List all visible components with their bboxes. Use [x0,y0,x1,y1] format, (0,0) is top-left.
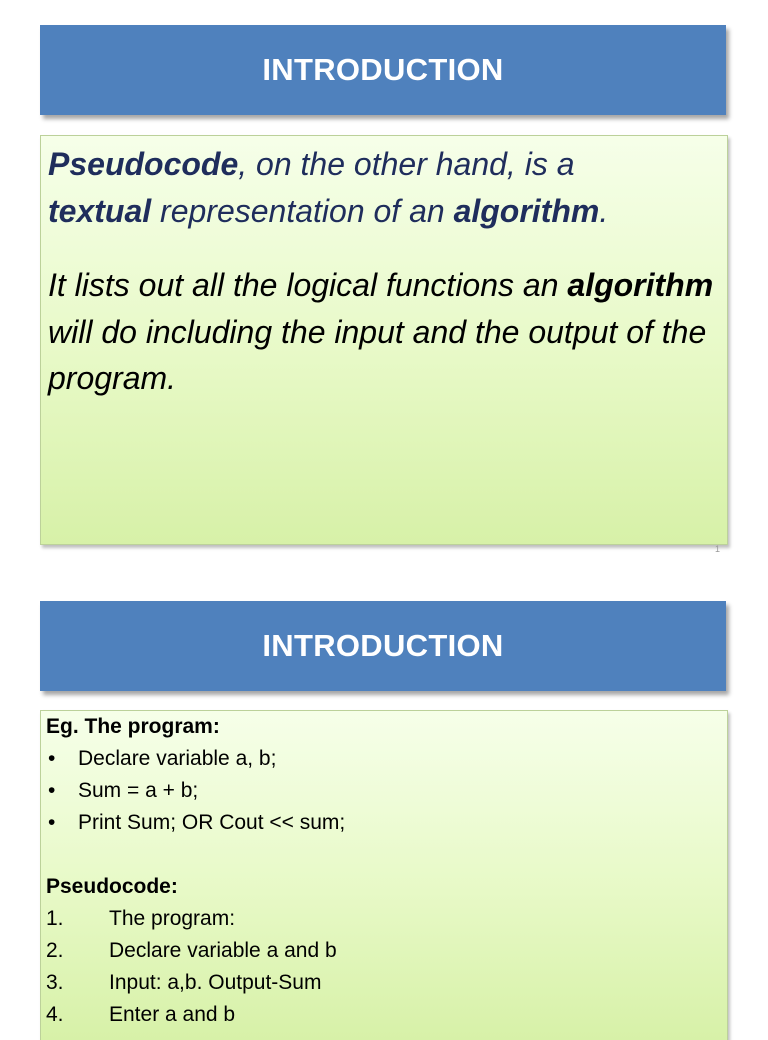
list-item [46,743,719,775]
p1-text-2: representation of an [151,192,454,229]
term-algorithm: algorithm [453,192,600,229]
step-number: 3. [46,971,64,994]
p2-text-2: will do including the input and the output of the program. [48,313,707,396]
step-number: 2. [46,939,64,962]
list-item [46,935,719,967]
list-item [46,775,719,807]
pseudocode-heading: Pseudocode: [46,875,178,898]
slide2-title: INTRODUCTION [262,628,504,663]
slide1-content-box [40,135,728,545]
term-pseudocode: Pseudocode [48,146,239,182]
list-item [46,999,719,1031]
slide2-content-box [40,710,728,1040]
p1-text-3: . [599,192,609,229]
step-text: Input: a,b. Output-Sum [109,971,322,994]
slide2-title-bar [40,601,726,691]
example-heading: Eg. The program: [46,715,220,738]
bullet-icon: • [48,747,56,770]
spacer [46,839,719,871]
step-text: Declare variable a and b [109,939,337,962]
p1-text-1: , on the other hand, is a [238,146,575,182]
step-number: 1. [46,907,64,930]
bullet-text: Declare variable a, b; [78,747,277,770]
step-text: Enter a and b [109,1003,236,1026]
list-item [46,967,719,999]
bullet-text: Print Sum; OR Cout << sum; [78,811,346,834]
term-textual: textual [48,192,152,229]
bullet-icon: • [48,811,56,834]
slide1-paragraph-1 [48,141,719,234]
term-algorithm-2: algorithm [567,267,714,303]
p2-text-1: It lists out all the logical functions an [48,267,568,303]
bullet-text: Sum = a + b; [78,779,199,802]
bullet-icon: • [48,779,56,802]
page-number: 1 [715,544,721,554]
step-number: 4. [46,1003,64,1026]
slide1-title-bar [40,25,726,115]
slide1-paragraph-2 [48,262,719,402]
list-item [46,807,719,839]
slide1-title: INTRODUCTION [262,52,504,87]
step-text: The program: [109,907,236,930]
list-item [46,903,719,935]
